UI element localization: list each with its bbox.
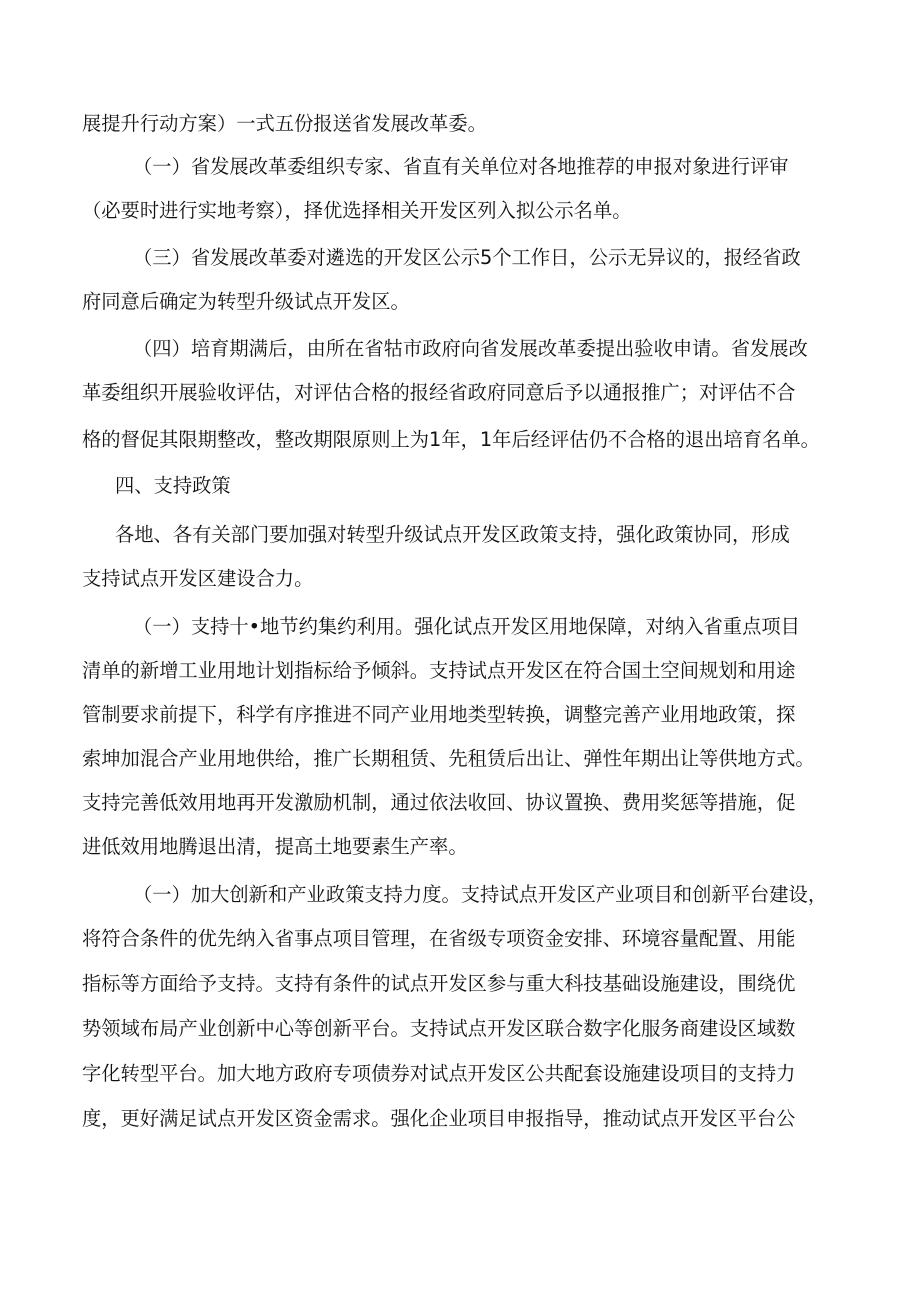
text-line-17: 进低效用地腾退出清，提高土地要素生产率。	[82, 835, 468, 858]
text-line-10: 各地、各有关部门要加强对转型升级试点开发区政策支持，强化政策协同，形成	[115, 523, 790, 546]
text-line-5: 府同意后确定为转型升级试点开发区。	[82, 290, 410, 313]
text-line-2: （一）省发展改革委组织专家、省直有关单位对各地推荐的申报对象进行评审	[133, 155, 789, 178]
text-line-7: 革委组织开展验收评估，对评估合格的报经省政府同意后予以通报推广；对评估不合	[82, 381, 796, 404]
text-line-23: 度，更好满足试点开发区资金需求。强化企业项目申报指导，推动试点开发区平台公	[82, 1107, 796, 1130]
text-line-6: （四）培育期满后，由所在省牯市政府向省发展改革委提出验收申请。省发展改	[133, 337, 808, 360]
text-line-16: 支持完善低效用地再开发激励机制，通过依法收回、协议置换、费用奖惩等措施，促	[82, 791, 796, 814]
section-heading: 四、支持政策	[115, 474, 231, 497]
text-line-22: 字化转型平台。加大地方政府专项债券对试点开发区公共配套设施建设项目的支持力	[82, 1062, 796, 1085]
text-line-15: 索坤加混合产业用地供给，推广长期租赁、先租赁后出让、弹性年期出让等供地方式。	[82, 747, 815, 770]
text-line-21: 势领域布局产业创新中心等创新平台。支持试点开发区联合数字化服务商建设区域数	[82, 1017, 796, 1040]
text-line-19: 将符合条件的优先纳入省事点项目管理，在省级专项资金安排、环境容量配置、用能	[82, 927, 796, 950]
text-line-20: 指标等方面给予支持。支持有条件的试点开发区参与重大科技基础设施建设，围绕优	[82, 972, 796, 995]
text-line-4: （三）省发展改革委对遴选的开发区公示5个工作日，公示无异议的，报经省政	[133, 246, 801, 269]
text-line-13: 清单的新增工业用地计划指标给予倾斜。支持试点开发区在符合国土空间规划和用途	[82, 659, 796, 682]
text-line-11: 支持试点开发区建设合力。	[82, 567, 314, 590]
text-line-3: （必要时进行实地考察），择优选择相关开发区列入拟公示名单。	[82, 199, 632, 222]
text-line-1: 展提升行动方案）一式五份报送省发展改革委。	[82, 112, 487, 135]
text-line-14: 管制要求前提下，科学有序推进不同产业用地类型转换，调整完善产业用地政策，探	[82, 703, 796, 726]
text-line-8: 格的督促其限期整改，整改期限原则上为1年，1年后经评估仍不合格的退出培育名单。	[82, 428, 820, 451]
text-line-18: （一）加大创新和产业政策支持力度。支持试点开发区产业项目和创新平台建设，	[133, 883, 828, 906]
text-line-12: （一）支持十•地节约集约利用。强化试点开发区用地保障，对纳入省重点项目	[133, 615, 800, 638]
